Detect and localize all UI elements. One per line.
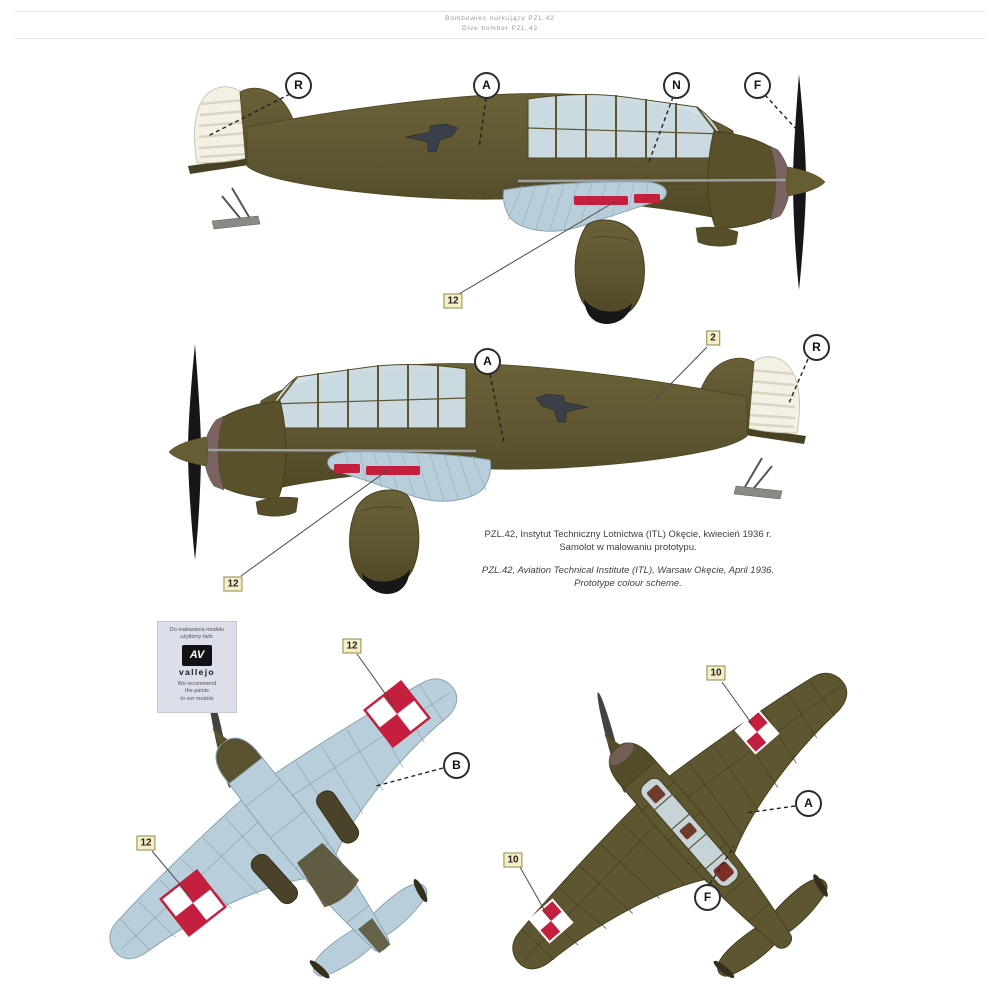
vallejo-note-en-1: We recommend <box>177 681 217 688</box>
vallejo-brand: vallejo <box>179 667 215 678</box>
page-title-pl: Bombowiec nurkujący PZL.42 <box>445 15 555 22</box>
vallejo-note-en-3: to our models <box>180 695 214 702</box>
vallejo-paint-box <box>157 621 237 713</box>
paint-callout-10-topside-right: 10 <box>706 666 725 681</box>
caption-en-line1: PZL.42, Aviation Technical Institute (ITL), Warsaw Okęcie, April 1936. <box>481 564 775 576</box>
vallejo-note-pl-1: Do malowania modelu <box>169 627 225 633</box>
callout-B-underside: B <box>443 752 470 779</box>
scheme-caption <box>455 528 801 590</box>
paint-callout-12-side2: 12 <box>223 577 242 592</box>
vallejo-note-pl-2: użyliśmy farb: <box>180 634 214 641</box>
vallejo-note-en-2: the paints <box>185 688 209 695</box>
callout-A-side2: A <box>474 348 501 375</box>
plan-view-topside <box>418 565 950 1000</box>
paint-callout-2-side2: 2 <box>706 331 720 346</box>
paint-callout-12-underside-left: 12 <box>136 836 155 851</box>
paint-callout-12-side1: 12 <box>443 294 462 309</box>
callout-F-side1: F <box>744 72 771 99</box>
page-title-en: Dive bomber PZL.42 <box>462 25 538 32</box>
vallejo-logo-icon: AV <box>182 645 212 666</box>
caption-pl-line2: Samolot w malowaniu prototypu. <box>559 542 697 554</box>
plan-view-underside <box>20 567 553 1000</box>
paint-callout-12-underside-right: 12 <box>342 639 361 654</box>
callout-N-side1: N <box>663 72 690 99</box>
caption-pl-line1: PZL.42, Instytut Techniczny Lotnictwa (ITL) Okęcie, kwiecień 1936 r. <box>484 529 772 540</box>
callout-A-topside: A <box>795 790 822 817</box>
paint-callout-10-topside-left: 10 <box>503 853 522 868</box>
callout-R-side1: R <box>285 72 312 99</box>
callout-A-side1: A <box>473 72 500 99</box>
callout-R-side2: R <box>803 334 830 361</box>
callout-F-topside: F <box>694 884 721 911</box>
caption-en-line2: Prototype colour scheme. <box>574 577 682 589</box>
side-profile-right <box>188 74 825 324</box>
